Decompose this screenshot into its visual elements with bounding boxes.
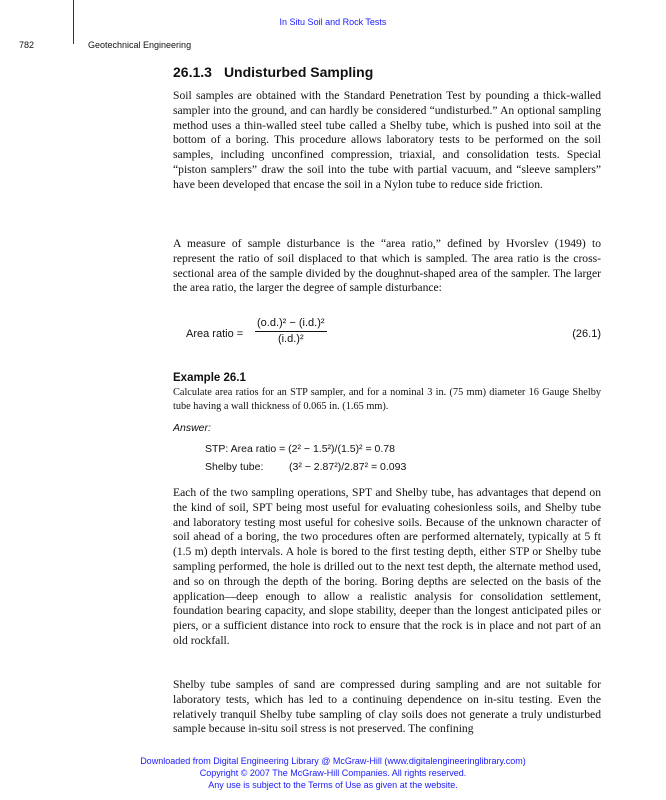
answer-shelby-value: (3² − 2.87²)/2.87² = 0.093 — [289, 461, 407, 473]
paragraph-1: Soil samples are obtained with the Standard Penetration Test by pounding a thick-walled sampler into the ground, and can hardly be considered “undisturbed.” An optional sampling method uses a thin-walled steel tube called a Shelby tube, which is pushed into soil at the bottom of a boring. This procedure allows laboratory tests to be performed on the soil samples, including unconfined compression, triaxial, and consolidation tests. Special “piston samplers” draw the soil into the tube with partial vacuum, and “sleeve samplers” have been developed that encase the soil in a Nylon tube to reduce side friction. — [173, 89, 601, 191]
footer-terms[interactable]: Any use is subject to the Terms of Use as given at the website. — [208, 780, 458, 790]
footer-copyright[interactable]: Copyright © 2007 The McGraw-Hill Companies. All rights reserved. — [199, 768, 467, 778]
paragraph-4: Shelby tube samples of sand are compressed during sampling and are not suitable for laboratory tests, which has led to a continuing dependence on in-situ testing. Even the relatively tranquil Shelby tube sampling of clay soils does not generate a truly undisturbed sample because in-situ soil stress is not preserved. The confining — [173, 678, 601, 736]
footer-download-link[interactable]: Downloaded from Digital Engineering Library @ McGraw-Hill (www.digitalengineeringlibrary.com) — [140, 756, 526, 766]
equation-fraction — [255, 316, 327, 347]
answer-stp: STP: Area ratio = (2² − 1.5²)/(1.5)² = 0.78 — [205, 443, 395, 455]
section-number: 26.1.3 — [173, 64, 212, 80]
area-ratio-equation — [186, 316, 601, 352]
running-head: Geotechnical Engineering — [88, 40, 192, 50]
paragraph-2: A measure of sample disturbance is the “area ratio,” defined by Hvorslev (1949) to represent the ratio of soil displaced to that which is sampled. The area ratio is the cross-sectional area of the sample divided by the doughnut-shaped area of the sampler. The larger the area ratio, the larger the degree of sample disturbance: — [173, 237, 601, 295]
answer-label: Answer: — [173, 422, 211, 434]
paragraph-3: Each of the two sampling operations, SPT and Shelby tube, has advantages that depend on the kind of soil, SPT being most useful for evaluating cohesionless soils, and Shelby tube and laboratory testing most useful for cohesive soils. Because of the unknown character of soil ahead of a boring, the two procedures often are performed alternately, typically at 5 ft (1.5 m) depth intervals. A hole is bored to the first testing depth, either STP or Shelby tube sampling performed, the hole is drilled out to the next test depth, the alternate method used, and so on through the depth of the boring. Boring depths are selected on the basis of the application—deep enough to allow a realistic analysis for consolidation settlement, foundation bearing capacity, and slope stability, deeper than the longest anticipated piles or piers, or a sufficient distance into rock to ensure that the rock is in place and not part of an old rockfall. — [173, 486, 601, 647]
example-title: Example 26.1 — [173, 372, 246, 384]
page-number: 782 — [19, 40, 35, 50]
equation-label: Area ratio = — [186, 328, 244, 340]
example-text: Calculate area ratios for an STP sampler, and for a nominal 3 in. (75 mm) diameter 16 Gauge Shelby tube having a wall thickness of 0.065 in. (1.65 mm). — [173, 387, 601, 412]
equation-numerator: (o.d.)² − (i.d.)² — [255, 316, 327, 332]
answer-shelby-label: Shelby tube: — [205, 461, 264, 473]
section-title: Undisturbed Sampling — [223, 64, 374, 80]
answer-shelby — [205, 461, 406, 473]
header-link[interactable]: In Situ Soil and Rock Tests — [279, 17, 387, 27]
section-heading — [173, 64, 373, 80]
equation-number: (26.1) — [572, 328, 601, 340]
equation-denominator: (i.d.)² — [277, 333, 304, 345]
header-divider — [73, 0, 74, 44]
